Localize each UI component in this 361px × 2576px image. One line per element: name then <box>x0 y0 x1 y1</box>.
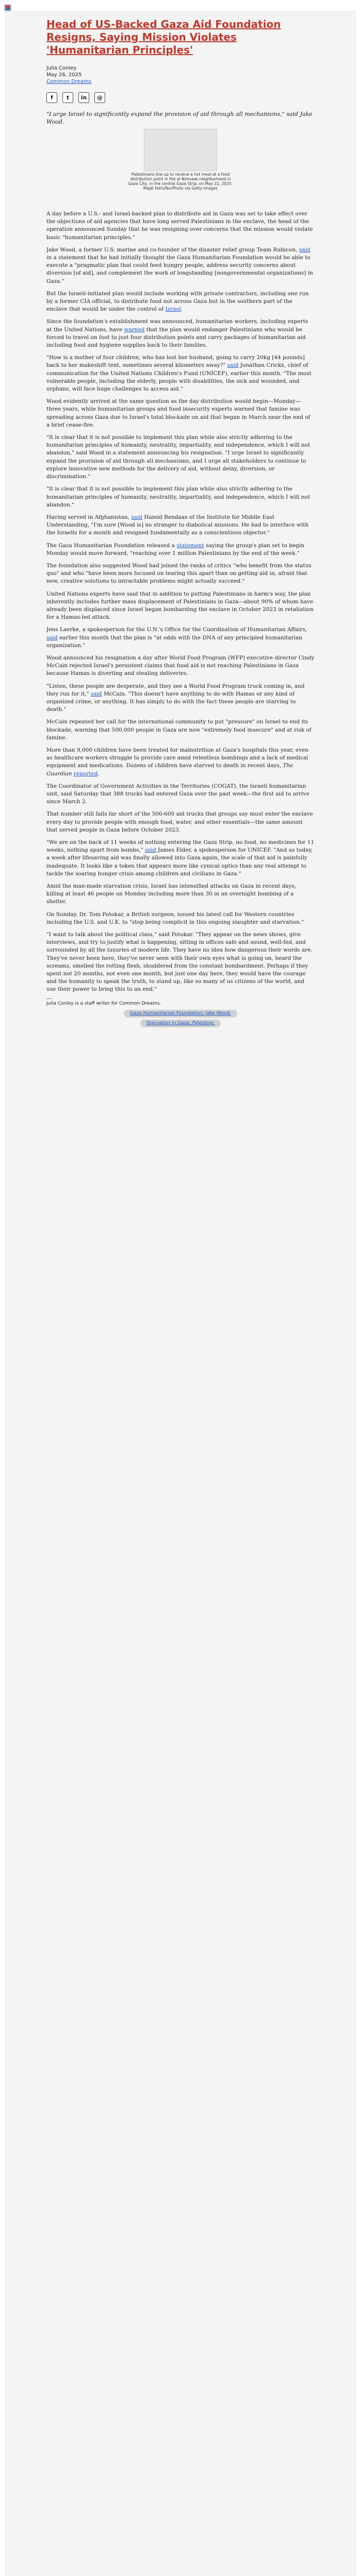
paragraph-text: . <box>97 770 100 777</box>
article-paragraph <box>46 718 315 742</box>
inline-link[interactable]: Israel <box>165 306 182 313</box>
paragraph-text: McCain repeated her call for the international community to put "pressure" on Israel to end its blockade, warning that 500,000 people in Gaza are now "extremely food insecure" and at risk of famine. <box>46 719 311 741</box>
inline-link[interactable]: reported <box>73 770 98 777</box>
author-name: Julia Conley <box>46 65 77 71</box>
inline-link[interactable]: said <box>145 847 156 854</box>
article-paragraph <box>46 883 315 906</box>
article-paragraph <box>46 931 315 994</box>
tag-pill[interactable]: Gaza Humanitarian Foundation; Jake Wood; <box>124 1010 237 1018</box>
article-paragraph <box>46 485 315 509</box>
inline-link[interactable]: said <box>46 634 58 641</box>
paragraph-text: "How is a mother of four children, who has lost her husband, going to carry 20kg [44 pounds] back to her makeshift tent, sometimes several kilometers away?" <box>46 354 305 369</box>
paragraph-text: Jonathan Crickx, chief of communication for the United Nations Children's Fund (UNICEF), earlier this month. "The most vulnerable people, including the elderly, people with disabilities, the sick and wounded, and orphans, will face huge challenges to access aid." <box>46 362 311 393</box>
article-paragraph <box>46 318 315 349</box>
paragraph-text: "We are on the back of 11 weeks of nothing entering the Gaza Strip, no food, no medicines for 11 weeks, nothing apart from bombs," <box>46 839 315 854</box>
article-paragraph <box>46 542 315 557</box>
inline-link[interactable]: said <box>131 514 143 520</box>
paragraph-text: "It is clear that it is not possible to implement this plan while also strictly adhering to the humanitarian principles of humanity, neutrality, impartiality, and independence, which I will not abandon." <box>46 486 310 508</box>
source-link[interactable]: Common Dreams <box>46 79 92 84</box>
article-body <box>46 210 315 994</box>
paragraph-text: Wood announced his resignation a day after World Food Program (WFP) executive director Cindy McCain rejected Israel's persistent claims that food aid is not reaching Palestinians in Gaza because Hamas is diverting and stealing deliveries. <box>46 654 315 677</box>
article-paragraph <box>46 354 315 393</box>
article-meta <box>46 65 315 85</box>
article-paragraph <box>46 290 315 314</box>
paragraph-text: Since the foundation's establishment was announced, humanitarian workers, including experts at the United Nations, have <box>46 318 308 333</box>
paragraph-text: . <box>181 306 183 313</box>
paragraph-text: On Sunday, Dr. Tom Potokar, a British surgeon, issued his latest call for Western countries including the U.S. and U.K. to "stop being complicit in this ongoing slaughter and starvation." <box>46 911 304 925</box>
paragraph-text: Jens Laerke, a spokesperson for the U.N.'s Office for the Coordination of Humanitarian Affairs, <box>46 626 307 633</box>
inline-link[interactable]: said <box>299 246 310 253</box>
paragraph-text: Hamid Bendaas of the Institute for Middle East Understanding, "I'm sure [Wood is] no stranger to diabolical missions. He had to interface with the Israelis for a month and resigned fundamentally as a conscientious objector." <box>46 514 309 536</box>
article-title[interactable]: Head of US-Backed Gaza Aid Foundation Resigns, Saying Mission Violates 'Humanitarian Principles' <box>46 18 281 56</box>
paragraph-text: The Coordinator of Government Activities in the Territories (COGAT), the Israeli humanitarian unit, said Saturday that 388 trucks had entered Gaza over the past week—the first aid to arrive since March 2. <box>46 783 309 805</box>
tag-pill[interactable]: Starvation in Gaza; Palestine; <box>140 1020 221 1027</box>
email-frame <box>5 11 356 2576</box>
share-bar <box>46 92 315 103</box>
inline-italic: The Guardian <box>46 762 293 777</box>
paragraph-text: But the Israeli-initiated plan would include working with private contractors, including one run by a former CIA official, to distribute food not across Gaza but in the southern part of the enclave that would be under the control of <box>46 290 309 313</box>
article-card <box>46 12 315 1027</box>
divider <box>46 998 52 999</box>
article-paragraph <box>46 398 315 429</box>
article-paragraph <box>46 810 315 834</box>
paragraph-text: Having served in Afghanistan, <box>46 514 132 520</box>
tag-list <box>46 1010 315 1027</box>
article-paragraph <box>46 747 315 778</box>
paragraph-text: "It is clear that it is not possible to implement this plan while also strictly adhering to the humanitarian principles of humanity, neutrality, impartiality, and independence, which I will not abandon," said Wood in a statement announcing his resignation. "I urge Israel to significantly expand the provision of aid through all mechanisms, and I urge all stakeholders to continue to explore innovative new methods for the delivery of aid, without delay, diversion, or discrimination." <box>46 434 310 480</box>
article-paragraph <box>46 839 315 878</box>
article-paragraph <box>46 683 315 714</box>
facebook-share-icon[interactable]: f <box>46 92 57 103</box>
author-byline: Julia Conley is a staff writer for Common Dreams. <box>46 1001 161 1006</box>
paragraph-text: "I want to talk about the political class," said Potokar. "They appear on the news shows, give interviews, and try to justify what is happening, sitting in offices safe and sound, well-fed, and surrounded by all the luxuries of modern life. They have no idea how dangerous their words are. They've never been here, they've never seen with their own eyes what is going on, heard the screams, smelled the rotting flesh, shuddered from the constant bombardment. Perhaps if they spent not 20 months, not even one month, but just one day here, they would have the courage and the humanity to speak the truth, to stand up, like so many of us citizens of the world, and use their power to bring this to an end." <box>46 931 313 993</box>
inline-link[interactable]: said <box>91 690 102 697</box>
photo-caption: Palestinians line up to receive a hot meal at a food distribution point in the al-Nimsawi neighborhood in Gaza City, in the central Gaza Strip, on May 22, 2025. Majdi Fathi/NurPhoto via Getty Images <box>128 172 233 191</box>
article-paragraph <box>46 210 315 242</box>
article-paragraph <box>46 246 315 285</box>
paragraph-text: More than 9,000 children have been treated for malnutrition at Gaza's hospitals this year, even as healthcare workers struggle to provide care amid relentless bombings and a lack of medical equipment and medications. Dozens of children have starved to death in recent days, <box>46 747 309 769</box>
article-photo <box>144 129 217 171</box>
paragraph-text: Amid the man-made starvation crisis, Israel has intensified attacks on Gaza in recent days, killing at least 46 people on Monday including more than 30 in an overnight bombing of a shelter. <box>46 883 297 905</box>
paragraph-text: James Elder, a spokesperson for UNICEF. "And so today, a week after lifesaving aid was finally allowed into Gaza again, the scale of that aid is painfully inadequate. It looks like a token that appears more like cynical optics than any real attempt to tackle the soaring hunger crisis among children and civilians in Gaza." <box>46 847 313 877</box>
paragraph-text: saying the group's plan set to begin Monday would move forward, "reaching over 1 million Palestinians by the end of the week." <box>46 542 304 556</box>
paragraph-text: that the plan would endanger Palestinians who would be forced to travel on foot to just four distribution points and carry packages of humanitarian aid including food and hygiene supplies back to their families. <box>46 326 306 349</box>
pull-quote: "I urge Israel to significantly expand the provision of aid through all mechanisms," said Jake Wood. <box>46 111 313 125</box>
inline-link[interactable]: warned <box>124 326 145 333</box>
paragraph-text: A day before a U.S.- and Israel-backed plan to distribute aid in Gaza was set to take effect over the objections of aid agencies that have long served Palestinians in the enclave, the head of the operation announced Sunday that he was resigning over concerns that the mission would violate basic "humanitarian principles." <box>46 211 313 241</box>
paragraph-text: "Listen, these people are desperate, and they see a World Food Program truck coming in, and they run for it," <box>46 683 305 697</box>
paragraph-text: Jake Wood, a former U.S. marine and co-founder of the disaster relief group Team Rubicon, <box>46 246 299 253</box>
article-paragraph <box>46 514 315 537</box>
inline-link[interactable]: said <box>227 362 239 369</box>
article-paragraph <box>46 590 315 622</box>
linkedin-share-icon[interactable]: in <box>78 92 89 103</box>
inline-link[interactable]: statement <box>176 542 204 549</box>
email-logo-icon <box>4 4 11 11</box>
paragraph-text: The foundation also suggested Wood had joined the ranks of critics "who benefit from the status quo" and who "have been more focused on tearing this apart than on getting aid in, afraid that new, creative solutions to intractable problems might actually succeed." <box>46 562 311 585</box>
paragraph-text: in a statement that he had initially thought the Gaza Humanitarian Foundation would be able to execute a "pragmatic plan that could feed hungry people, address security concerns about diversion [of aid], and complement the work of longstanding [nongovernmental organizations] in Gaza." <box>46 255 313 284</box>
article-paragraph <box>46 434 315 481</box>
article-paragraph <box>46 911 315 926</box>
article-paragraph <box>46 562 315 586</box>
article-paragraph <box>46 626 315 650</box>
twitter-share-icon[interactable]: t <box>62 92 73 103</box>
publish-date: May 26, 2025 <box>46 72 82 78</box>
paragraph-text: Wood evidently arrived at the same question as the day distribution would begin—Monday—three years, while humanitarian groups and food insecurity experts warned that famine was spreading across Gaza due to Israel's total blockade on aid that began in March near the end of a brief cease-fire. <box>46 398 310 428</box>
article-paragraph <box>46 654 315 678</box>
paragraph-text: McCain. "This doesn't have anything to do with Hamas or any kind of organized crime, or anything. It has simply to do with the fact these people are starving to death." <box>46 690 296 713</box>
paragraph-text: That number still falls far short of the 500-600 aid trucks that groups say must enter the enclave every day to provide people with enough food, water, and other essentials—the same amount that served people in Gaza before October 2023. <box>46 811 313 833</box>
paragraph-text: earlier this month that the plan is "at odds with the DNA of any principled humanitarian organization." <box>46 634 303 649</box>
article-paragraph <box>46 783 315 806</box>
paragraph-text: The Gaza Humanitarian Foundation released a <box>46 542 177 549</box>
email-share-icon[interactable]: @ <box>94 92 105 103</box>
paragraph-text: United Nations experts have said that in addition to putting Palestinians in harm's way, the plan inherently includes further mass displacement of Palestinians in Gaza—about 90% of whom have already been displaced since Israel began bombarding the enclave in October 2023 in retaliation for a Hamas-led attack. <box>46 590 314 621</box>
